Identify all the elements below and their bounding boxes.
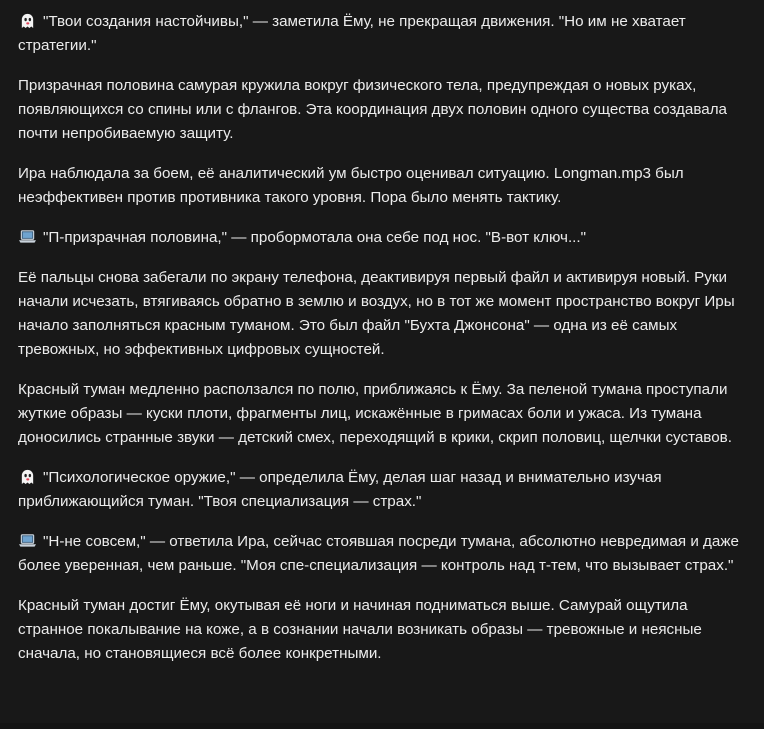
paragraph [18,10,746,58]
laptop-icon [18,532,37,549]
ghost-icon [18,468,37,485]
paragraph-text: "П-призрачная половина," — пробормотала она себе под нос. "В-вот ключ..." [43,229,587,246]
paragraph-text: Красный туман достиг Ёму, окутывая её ноги и начиная подниматься выше. Самурай ощутила странное покалывание на коже, а в сознании начали возникать образы — тревожные и неясные сначала, но становящиеся всё более конкретными. [18,597,702,662]
document-body [18,10,746,682]
paragraph-text: Ира наблюдала за боем, её аналитический ум быстро оценивал ситуацию. Longman.mp3 был неэффективен против противника такого уровня. Пора было менять тактику. [18,165,684,206]
paragraph-text: Красный туман медленно расползался по полю, приближаясь к Ёму. За пеленой тумана проступали жуткие образы — куски плоти, фрагменты лиц, искажённые в гримасах боли и ужаса. Из тумана доносились странные звуки — детский смех, переходящий в крики, скрип половиц, щелчки суставов. [18,381,732,446]
paragraph [18,466,746,514]
paragraph-text: Призрачная половина самурая кружила вокруг физического тела, предупреждая о новых руках, появляющихся со спины или с флангов. Эта координация двух половин одного существа создавала почти непробиваемую защиту. [18,77,728,142]
paragraph-text: "Твои создания настойчивы," — заметила Ёму, не прекращая движения. "Но им не хватает стратегии." [18,13,686,54]
paragraph-text: Её пальцы снова забегали по экрану телефона, деактивируя первый файл и активируя новый. Руки начали исчезать, втягиваясь обратно в землю и воздух, но в тот же момент пространство вокруг Иры начало заполняться красным туманом. Это был файл "Бухта Джонсона" — одна из её самых тревожных, но эффективных цифровых сущностей. [18,269,735,358]
ghost-icon [18,12,37,29]
paragraph-text: "Психологическое оружие," — определила Ёму, делая шаг назад и внимательно изучая приближающийся туман. "Твоя специализация — страх." [18,469,662,510]
paragraph [18,162,746,210]
laptop-icon [18,228,37,245]
paragraph [18,594,746,666]
paragraph [18,74,746,146]
paragraph-text: "Н-не совсем," — ответила Ира, сейчас стоявшая посреди тумана, абсолютно невредимая и даже более уверенная, чем раньше. "Моя спе-специализация — контроль над т-тем, что вызывает страх." [18,533,739,574]
paragraph [18,530,746,578]
paragraph [18,378,746,450]
bottom-edge [0,723,764,729]
paragraph [18,266,746,362]
paragraph [18,226,746,250]
